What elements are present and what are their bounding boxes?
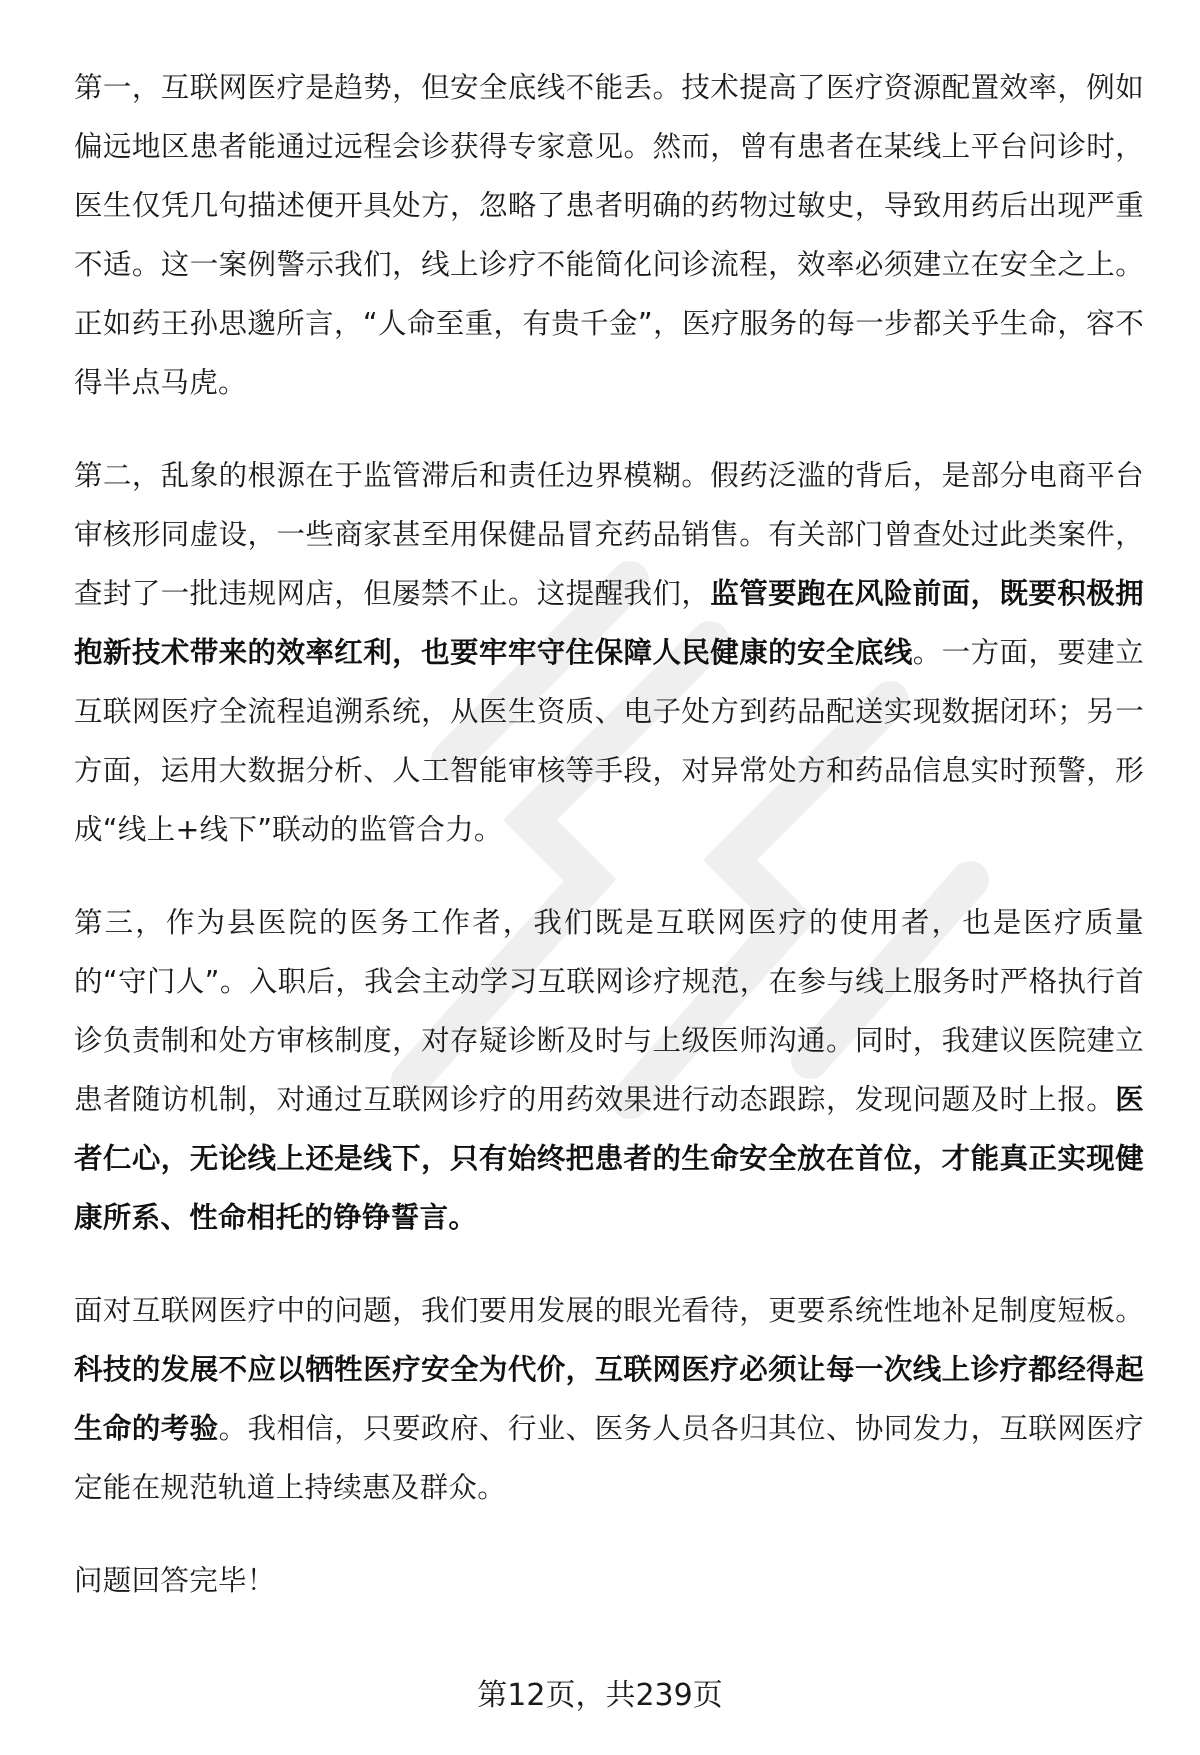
bold-text-segment: 科技的发展不应以牺牲医疗安全为代价，互联网医疗必须让每一次线上诊疗都经得起生命的考验 [74,1353,1144,1445]
paragraph [74,1551,1144,1610]
paragraph [74,58,1144,412]
paragraph [74,893,1144,1247]
text-segment: 面对互联网医疗中的问题，我们要用发展的眼光看待，更要系统性地补足制度短板。 [74,1294,1144,1327]
document-body [74,58,1144,1644]
text-segment: 。我相信，只要政府、行业、医务人员各归其位、协同发力，互联网医疗定能在规范轨道上持续惠及群众。 [74,1412,1144,1504]
bold-text-segment: 医者仁心，无论线上还是线下，只有始终把患者的生命安全放在首位，才能真正实现健康所系、性命相托的铮铮誓言。 [74,1083,1144,1234]
bold-text-segment: 监管要跑在风险前面，既要积极拥抱新技术带来的效率红利，也要牢牢守住保障人民健康的安全底线 [74,577,1144,669]
text-segment: 第三，作为县医院的医务工作者，我们既是互联网医疗的使用者，也是医疗质量的“守门人”。入职后，我会主动学习互联网诊疗规范，在参与线上服务时严格执行首诊负责制和处方审核制度，对存疑诊断及时与上级医师沟通。同时，我建议医院建立患者随访机制，对通过互联网诊疗的用药效果进行动态跟踪，发现问题及时上报。 [74,906,1144,1116]
paragraph [74,446,1144,859]
text-segment: 第一，互联网医疗是趋势，但安全底线不能丢。技术提高了医疗资源配置效率，例如偏远地区患者能通过远程会诊获得专家意见。然而，曾有患者在某线上平台问诊时，医生仅凭几句描述便开具处方，忽略了患者明确的药物过敏史，导致用药后出现严重不适。这一案例警示我们，线上诊疗不能简化问诊流程，效率必须建立在安全之上。正如药王孙思邈所言，“人命至重，有贵千金”，医疗服务的每一步都关乎生命，容不得半点马虎。 [74,71,1144,399]
page-number-footer: 第12页，共239页 [477,1678,723,1713]
text-segment: 第二，乱象的根源在于监管滞后和责任边界模糊。假药泛滥的背后，是部分电商平台审核形同虚设，一些商家甚至用保健品冒充药品销售。有关部门曾查处过此类案件，查封了一批违规网店，但屡禁不止。这提醒我们， [74,459,1144,610]
text-segment: 。一方面，要建立互联网医疗全流程追溯系统，从医生资质、电子处方到药品配送实现数据闭环；另一方面，运用大数据分析、人工智能审核等手段，对异常处方和药品信息实时预警，形成“线上+线下”联动的监管合力。 [74,636,1145,846]
paragraph [74,1281,1144,1517]
text-segment: 问题回答完毕！ [74,1564,276,1597]
